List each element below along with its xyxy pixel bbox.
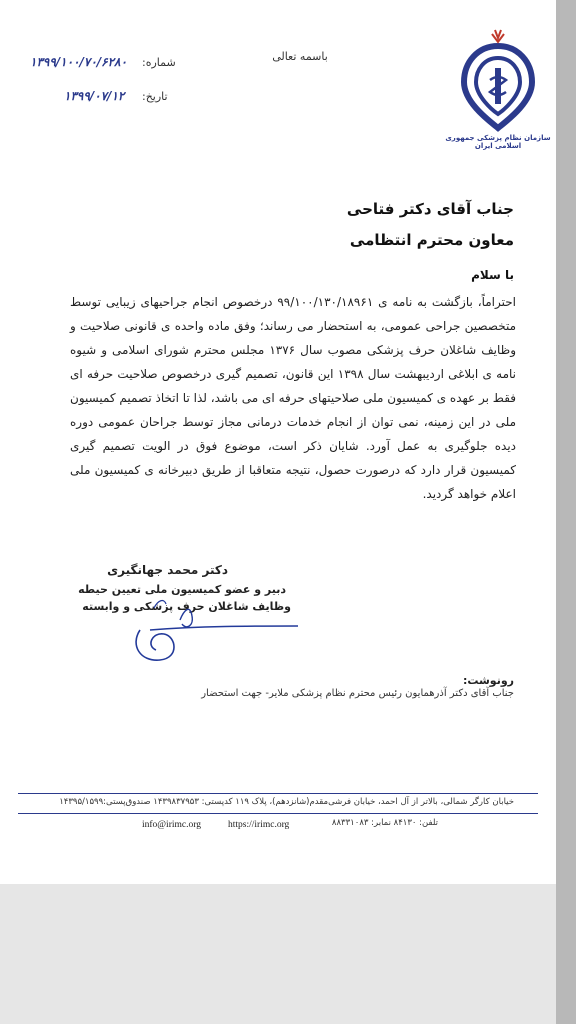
basmala: باسمه تعالی [272,50,328,63]
number-label: شماره: [142,56,176,69]
logo-caption: سازمان نظام پزشکی جمهوری اسلامی ایران [445,134,551,150]
cc-title: رونوشت: [462,674,514,687]
footer-rule-top [18,793,538,794]
footer-website[interactable]: https://irimc.org [228,820,290,830]
signer-name: دکتر محمد جهانگیری [107,563,228,577]
signer-title-line2: وظایف شاغلان حرف پزشکی و وابسته [82,600,291,613]
scroll-gutter [556,0,576,1024]
footer-email[interactable]: info@irimc.org [142,820,201,830]
footer-phone: تلفن: ۸۴۱۳۰ نمابر: ۸۸۳۳۱۰۸۳ [331,818,438,828]
footer-address: خیابان کارگر شمالی، بالاتر از آل احمد، خیابان فرشی‌مقدم(شانزدهم)، پلاک ۱۱۹ کدپستی: ۱۴۳۹۸۳۷۹۵۳ صندوق‌پستی:۱۴۳۹۵/۱۵۹۹ [59,797,514,807]
viewer-background [0,884,556,1024]
recipient-name: جناب آقای دکتر فتاحی [346,200,514,218]
irimc-logo [445,28,551,152]
recipient-title: معاون محترم انتظامی [349,231,514,249]
letter-number: ۱۳۹۹/۱۰۰/۷۰/۶۲۸۰ [30,55,127,69]
cc-recipient: جناب آقای دکتر آذرهمایون رئیس محترم نظام پزشکی ملایر- جهت استحضار [201,688,514,699]
greeting: با سلام [471,268,514,282]
date-label: تاریخ: [142,90,168,103]
footer-rule-bottom [18,813,538,814]
letter-body: احتراماً، بازگشت به نامه ی ۹۹/۱۰۰/۱۳۰/۱۸۹۶۱ درخصوص انجام جراحیهای زیبایی توسط متخصصین جراحی عمومی، به استحضار می رساند؛ وفق ماده واحده ی قانونی صلاحیت و وظایف شاغلان حرف پزشکی مصوب سال ۱۳۷۶ مجلس محترم شورای اسلامی و شیوه نامه ی ابلاغی اردیبهشت سال ۱۳۹۸ این قانون، تصمیم گیری درخصوص صلاحیت حرفه ای فقط بر عهده ی کمیسیون ملی صلاحیتهای حرفه ای می باشد، لذا تا اتخاذ تصمیم کمیسیون ملی در این زمینه، نمی توان از انجام خدمات درمانی مجاز توسط جراحان عمومی دوره دیده جلوگیری به عمل آورد. شایان ذکر است، موضوع فوق در الویت تصمیم گیری کمیسیون قرار دارد که درصورت حصول، نتیجه متعاقبا از طریق دبیرخانه ی کمیسیون ملی اعلام خواهد گردید. [70,295,516,501]
handwritten-signature [120,590,310,670]
signer-title-line1: دبیر و عضو کمیسیون ملی تعیین حیطه [78,583,286,596]
letter-date: ۱۳۹۹/۰۷/۱۲ [64,89,125,103]
